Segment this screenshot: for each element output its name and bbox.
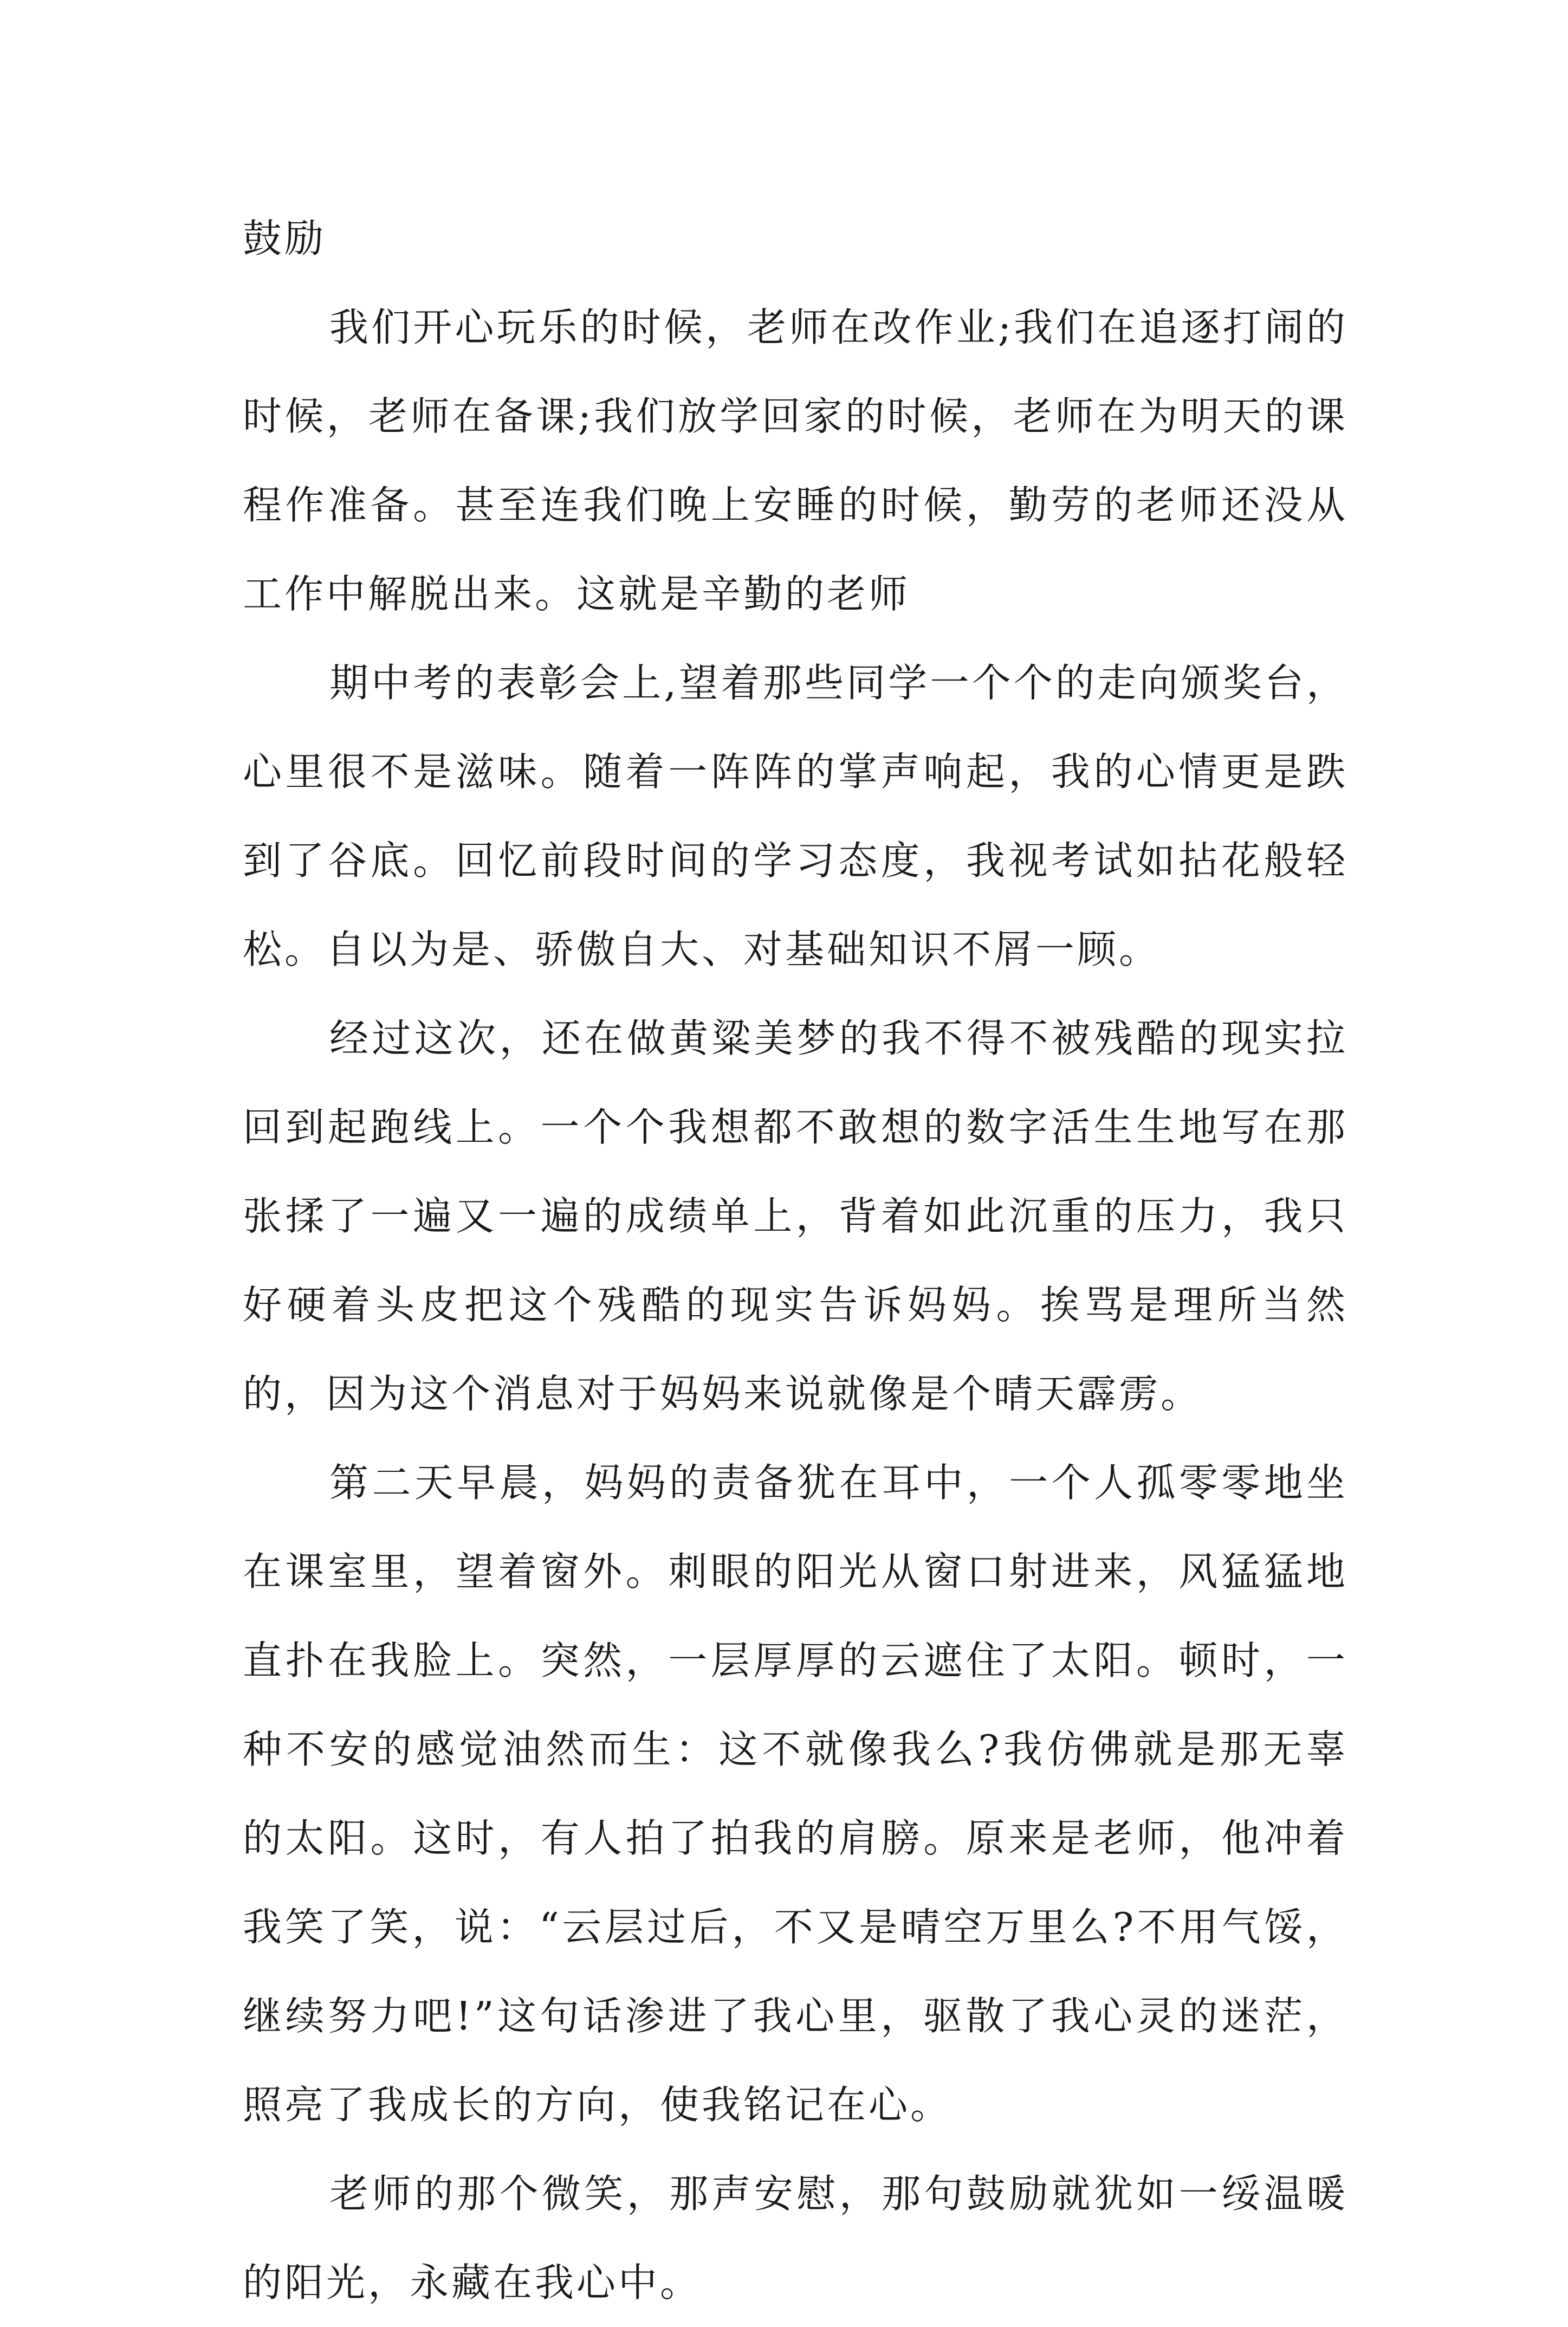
paragraph-1: 我们开心玩乐的时候，老师在改作业;我们在追逐打闹的时候，老师在备课;我们放学回家的时候，老师在为明天的课程作准备。甚至连我们晚上安睡的时候，勤劳的老师还没从工作中解脱出来。这就是辛勤的老师 <box>243 305 1348 617</box>
paragraph-2: 期中考的表彰会上,望着那些同学一个个的走向颁奖台，心里很不是滋味。随着一阵阵的掌声响起，我的心情更是跌到了谷底。回忆前段时间的学习态度，我视考试如拈花般轻松。自以为是、骄傲自大、对基础知识不屑一顾。 <box>243 660 1348 972</box>
paragraph-5: 老师的那个微笑，那声安慰，那句鼓励就犹如一绥温暖的阳光，永藏在我心中。 <box>243 2171 1348 2305</box>
paragraph-4: 第二天早晨，妈妈的责备犹在耳中，一个人孤零零地坐在课室里，望着窗外。刺眼的阳光从窗口射进来，风猛猛地直扑在我脸上。突然，一层厚厚的云遮住了太阳。顿时，一种不安的感觉油然而生：这不就像我么?我仿佛就是那无辜的太阳。这时，有人拍了拍我的肩膀。原来是老师，他冲着我笑了笑，说：“云层过后，不又是晴空万里么?不用气馁，继续努力吧!”这句话渗进了我心里，驱散了我心灵的迷茫，照亮了我成长的方向，使我铭记在心。 <box>243 1460 1348 2128</box>
document-body <box>243 194 1348 2327</box>
document-heading: 鼓励 <box>243 216 327 261</box>
paragraph-3: 经过这次，还在做黄粱美梦的我不得不被残酷的现实拉回到起跑线上。一个个我想都不敢想的数字活生生地写在那张揉了一遍又一遍的成绩单上，背着如此沉重的压力，我只好硬着头皮把这个残酷的现实告诉妈妈。挨骂是理所当然的，因为这个消息对于妈妈来说就像是个晴天霹雳。 <box>243 1016 1348 1417</box>
